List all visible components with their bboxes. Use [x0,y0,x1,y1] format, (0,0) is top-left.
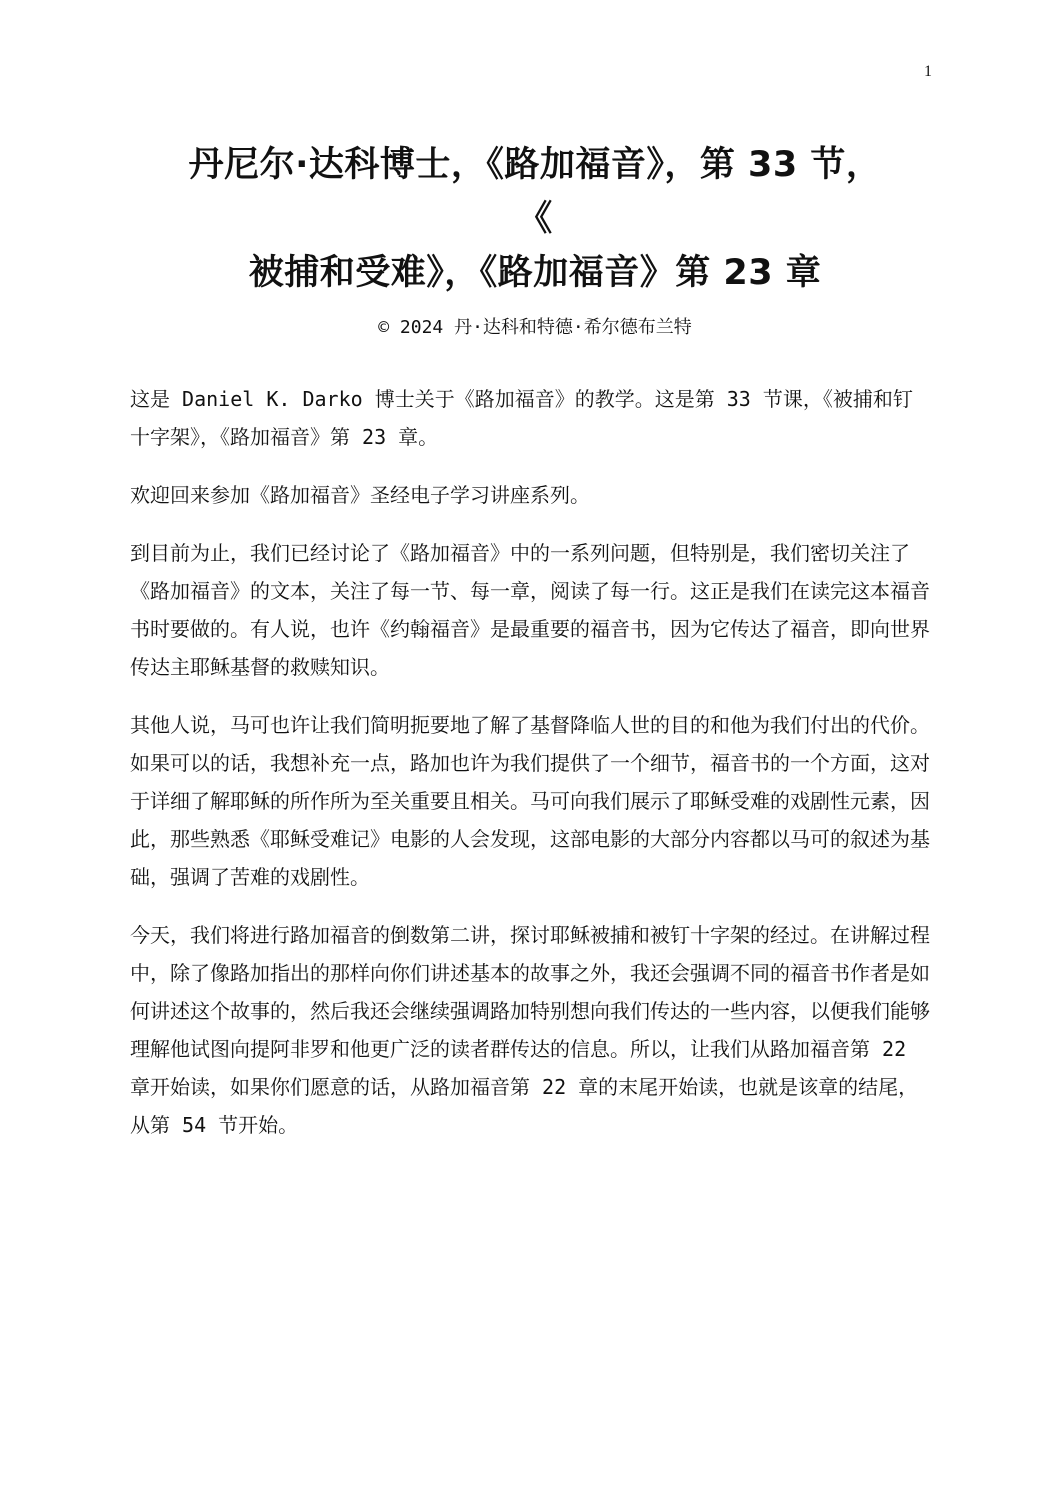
paragraph: 这是 Daniel K. Darko 博士关于《路加福音》的教学。这是第 33 节课，《被捕和钉十字架》，《路加福音》第 23 章。 [130,387,913,449]
title-line-2: 《 [517,199,553,239]
body-text [130,380,930,1164]
title-line-3: 被捕和受难》，《路加福音》第 23 章 [248,253,822,293]
paragraph: 欢迎回来参加《路加福音》圣经电子学习讲座系列。 [130,483,590,507]
paragraph: 其他人说，马可也许让我们简明扼要地了解了基督降临人世的目的和他为我们付出的代价。如果可以的话，我想补充一点，路加也许为我们提供了一个细节，福音书的一个方面，这对于详细了解耶稣的所作所为至关重要且相关。马可向我们展示了耶稣受难的戏剧性元素，因此，那些熟悉《耶稣受难记》电影的人会发现，这部电影的大部分内容都以马可的叙述为基础，强调了苦难的戏剧性。 [130,713,930,889]
copyright-line: © 2024 丹·达科和特德·希尔德布兰特 [378,317,692,338]
paragraph: 今天，我们将进行路加福音的倒数第二讲，探讨耶稣被捕和被钉十字架的经过。在讲解过程中，除了像路加指出的那样向你们讲述基本的故事之外，我还会强调不同的福音书作者是如何讲述这个故事的，然后我还会继续强调路加特别想向我们传达的一些内容，以便我们能够理解他试图向提阿非罗和他更广泛的读者群传达的信息。所以，让我们从路加福音第 22 章开始读，如果你们愿意的话，从路加福音第 22 章的末尾开始读，也就是该章的结尾，从第 54 节开始。 [130,923,930,1137]
document-title [110,138,960,300]
title-line-1: 丹尼尔·达科博士，《路加福音》，第 33 节， [188,145,882,185]
paragraph: 到目前为止，我们已经讨论了《路加福音》中的一系列问题，但特别是，我们密切关注了《路加福音》的文本，关注了每一节、每一章，阅读了每一行。这正是我们在读完这本福音书时要做的。有人说，也许《约翰福音》是最重要的福音书，因为它传达了福音，即向世界传达主耶稣基督的救赎知识。 [130,541,930,679]
page-number: 1 [924,63,932,80]
